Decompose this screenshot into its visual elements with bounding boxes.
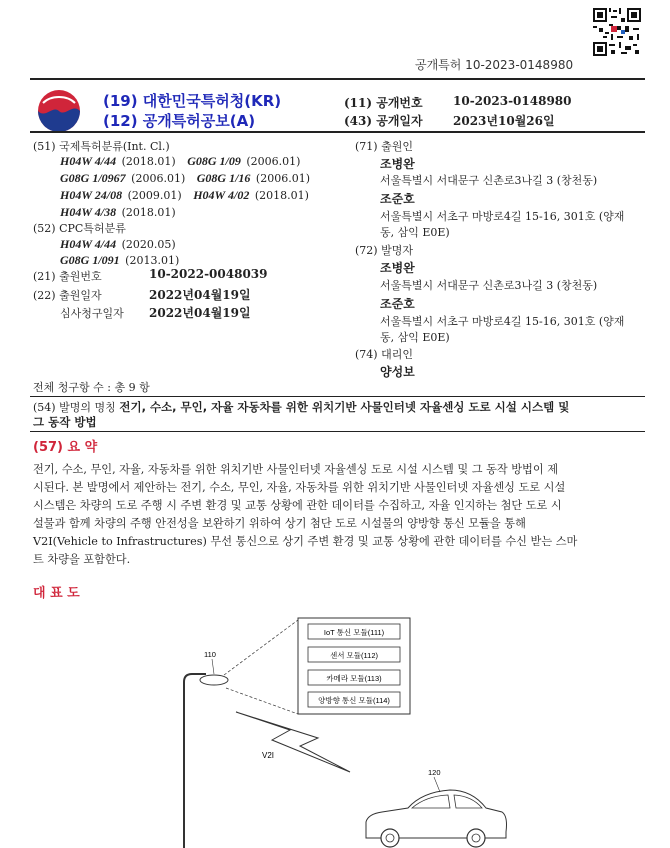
pub-date-value: 2023년10월26일 (453, 114, 555, 128)
module-camera: 카메라 모듈(113) (326, 674, 382, 683)
claims-count: 전체 청구항 수 : 총 9 항 (33, 381, 150, 394)
cpc-code: H04W 4/44 (60, 237, 117, 251)
module-bidirectional: 양방향 통신 모듈(114) (318, 696, 390, 705)
pub-no-label: (11) 공개번호 (344, 96, 423, 110)
title-line2: 그 동작 방법 (33, 415, 97, 429)
ipc-code: H04W 24/08 (60, 188, 123, 202)
header-line12: (12) 공개특허공보(A) (103, 112, 256, 130)
abstract-line: 전기, 수소, 무인, 자율, 자동차를 위한 위치기반 사물인터넷 자율센싱 도로 시설 시스템 및 그 동작 방법이 제 (33, 463, 559, 476)
header-rule (30, 131, 645, 133)
title-rule-top (30, 396, 645, 397)
pub-no-value: 10-2023-0148980 (453, 94, 572, 108)
representative-figure (150, 612, 510, 848)
leader-line (212, 659, 214, 674)
ipc-code: H04W 4/44 (60, 154, 117, 168)
v2i-signal-icon (236, 712, 350, 772)
applicant-name: 조병완 (380, 157, 415, 171)
top-rule (30, 78, 645, 80)
inventor-address: 동, 삼익 E0E) (380, 331, 450, 344)
street-light-lamp (200, 675, 228, 685)
ipc-date: (2009.01) (127, 189, 182, 202)
v2i-label: V2I (262, 751, 275, 760)
cpc-date: (2013.01) (125, 254, 180, 267)
ipc-code: G08G 1/16 (196, 171, 251, 185)
ipc-date: (2006.01) (246, 155, 301, 168)
ipc-label: (51) 국제특허분류(Int. Cl.) (33, 140, 170, 153)
ipc-row (60, 204, 176, 221)
ipc-date: (2018.01) (254, 189, 309, 202)
leader-line (434, 777, 440, 792)
cpc-row (60, 236, 176, 253)
app-no-label: (21) 출원번호 (33, 270, 102, 283)
agent-name: 양성보 (380, 365, 415, 379)
exam-value: 2022년04월19일 (149, 306, 251, 320)
abstract-heading: (57) 요 약 (33, 440, 98, 455)
abstract-line: 트 차량을 포함한다. (33, 553, 131, 566)
cpc-code: G08G 1/091 (60, 253, 120, 267)
ipc-code: H04W 4/38 (60, 205, 117, 219)
inventor-address: 서울특별시 서초구 마방로4길 15-16, 301호 (양재 (380, 315, 625, 328)
ipc-date: (2006.01) (255, 172, 310, 185)
ipc-date: (2006.01) (131, 172, 186, 185)
cpc-date: (2020.05) (121, 238, 176, 251)
ipc-row (60, 187, 309, 204)
applicant-label: (71) 출원인 (355, 140, 413, 153)
abstract-line: 시된다. 본 발명에서 제안하는 전기, 수소, 무인, 자율, 자동차를 위한 위치기반 사물인터넷 자율센싱 도로 시설 (33, 481, 566, 494)
filing-label: (22) 출원일자 (33, 289, 102, 302)
abstract-line: 설물과 함께 차량의 주행 안전성을 보완하기 위하여 상기 첨단 도로 시설물의 양방향 통신 모듈을 통해 (33, 517, 526, 530)
inventor-name: 조병완 (380, 261, 415, 275)
street-light-pole (184, 674, 206, 848)
cpc-label: (52) CPC특허분류 (33, 222, 126, 235)
applicant-address: 서울특별시 서대문구 신촌로3나길 3 (창천동) (380, 174, 598, 187)
figure-heading: 대 표 도 (33, 586, 80, 601)
pub-date-label: (43) 공개일자 (344, 114, 423, 128)
ipc-code: H04W 4/02 (193, 188, 250, 202)
invention-title (33, 400, 643, 430)
abstract-line: 시스템은 차량의 도로 주행 시 주변 환경 및 교통 상황에 관한 데이터를 수집하고, 자율 인지하는 첨단 도로 시 (33, 499, 562, 512)
agent-label: (74) 대리인 (355, 348, 413, 361)
title-rule-bottom (30, 431, 645, 432)
applicant-address: 서울특별시 서초구 마방로4길 15-16, 301호 (양재 (380, 210, 625, 223)
callout-line (226, 688, 298, 714)
inventor-label: (72) 발명자 (355, 244, 413, 257)
abstract-body (33, 461, 645, 569)
ref-110: 110 (204, 650, 216, 659)
ipc-date: (2018.01) (121, 206, 176, 219)
kipo-emblem-icon (37, 89, 81, 133)
abstract-line: V2I(Vehicle to Infrastructures) 무선 통신으로 상기 주변 환경 및 교통 상황에 관한 데이터를 수신 받는 스마 (33, 535, 578, 548)
ipc-code: G08G 1/09 (187, 154, 241, 168)
inventor-name: 조준호 (380, 297, 415, 311)
car-icon (366, 790, 507, 847)
qr-code (593, 8, 641, 56)
ipc-date: (2018.01) (121, 155, 176, 168)
header-line19: (19) 대한민국특허청(KR) (103, 92, 282, 110)
callout-line (220, 620, 298, 678)
title-label: (54) 발명의 명칭 (33, 401, 116, 414)
ipc-code: G08G 1/0967 (60, 171, 126, 185)
exam-label: 심사청구일자 (60, 307, 124, 320)
doc-number-top: 공개특허 10-2023-0148980 (415, 58, 574, 72)
inventor-address: 서울특별시 서대문구 신촌로3나길 3 (창천동) (380, 279, 598, 292)
applicant-address: 동, 삼익 E0E) (380, 226, 450, 239)
module-iot: IoT 통신 모듈(111) (323, 628, 385, 637)
title-line1: 전기, 수소, 무인, 자율 자동차를 위한 위치기반 사물인터넷 자율센싱 도로 시설 시스템 및 (119, 400, 570, 414)
app-no-value: 10-2022-0048039 (149, 267, 268, 281)
module-sensor: 센서 모듈(112) (329, 651, 379, 660)
filing-value: 2022년04월19일 (149, 288, 251, 302)
ipc-row (60, 170, 310, 187)
ipc-row (60, 153, 300, 170)
applicant-name: 조준호 (380, 192, 415, 206)
ref-120: 120 (428, 768, 441, 777)
